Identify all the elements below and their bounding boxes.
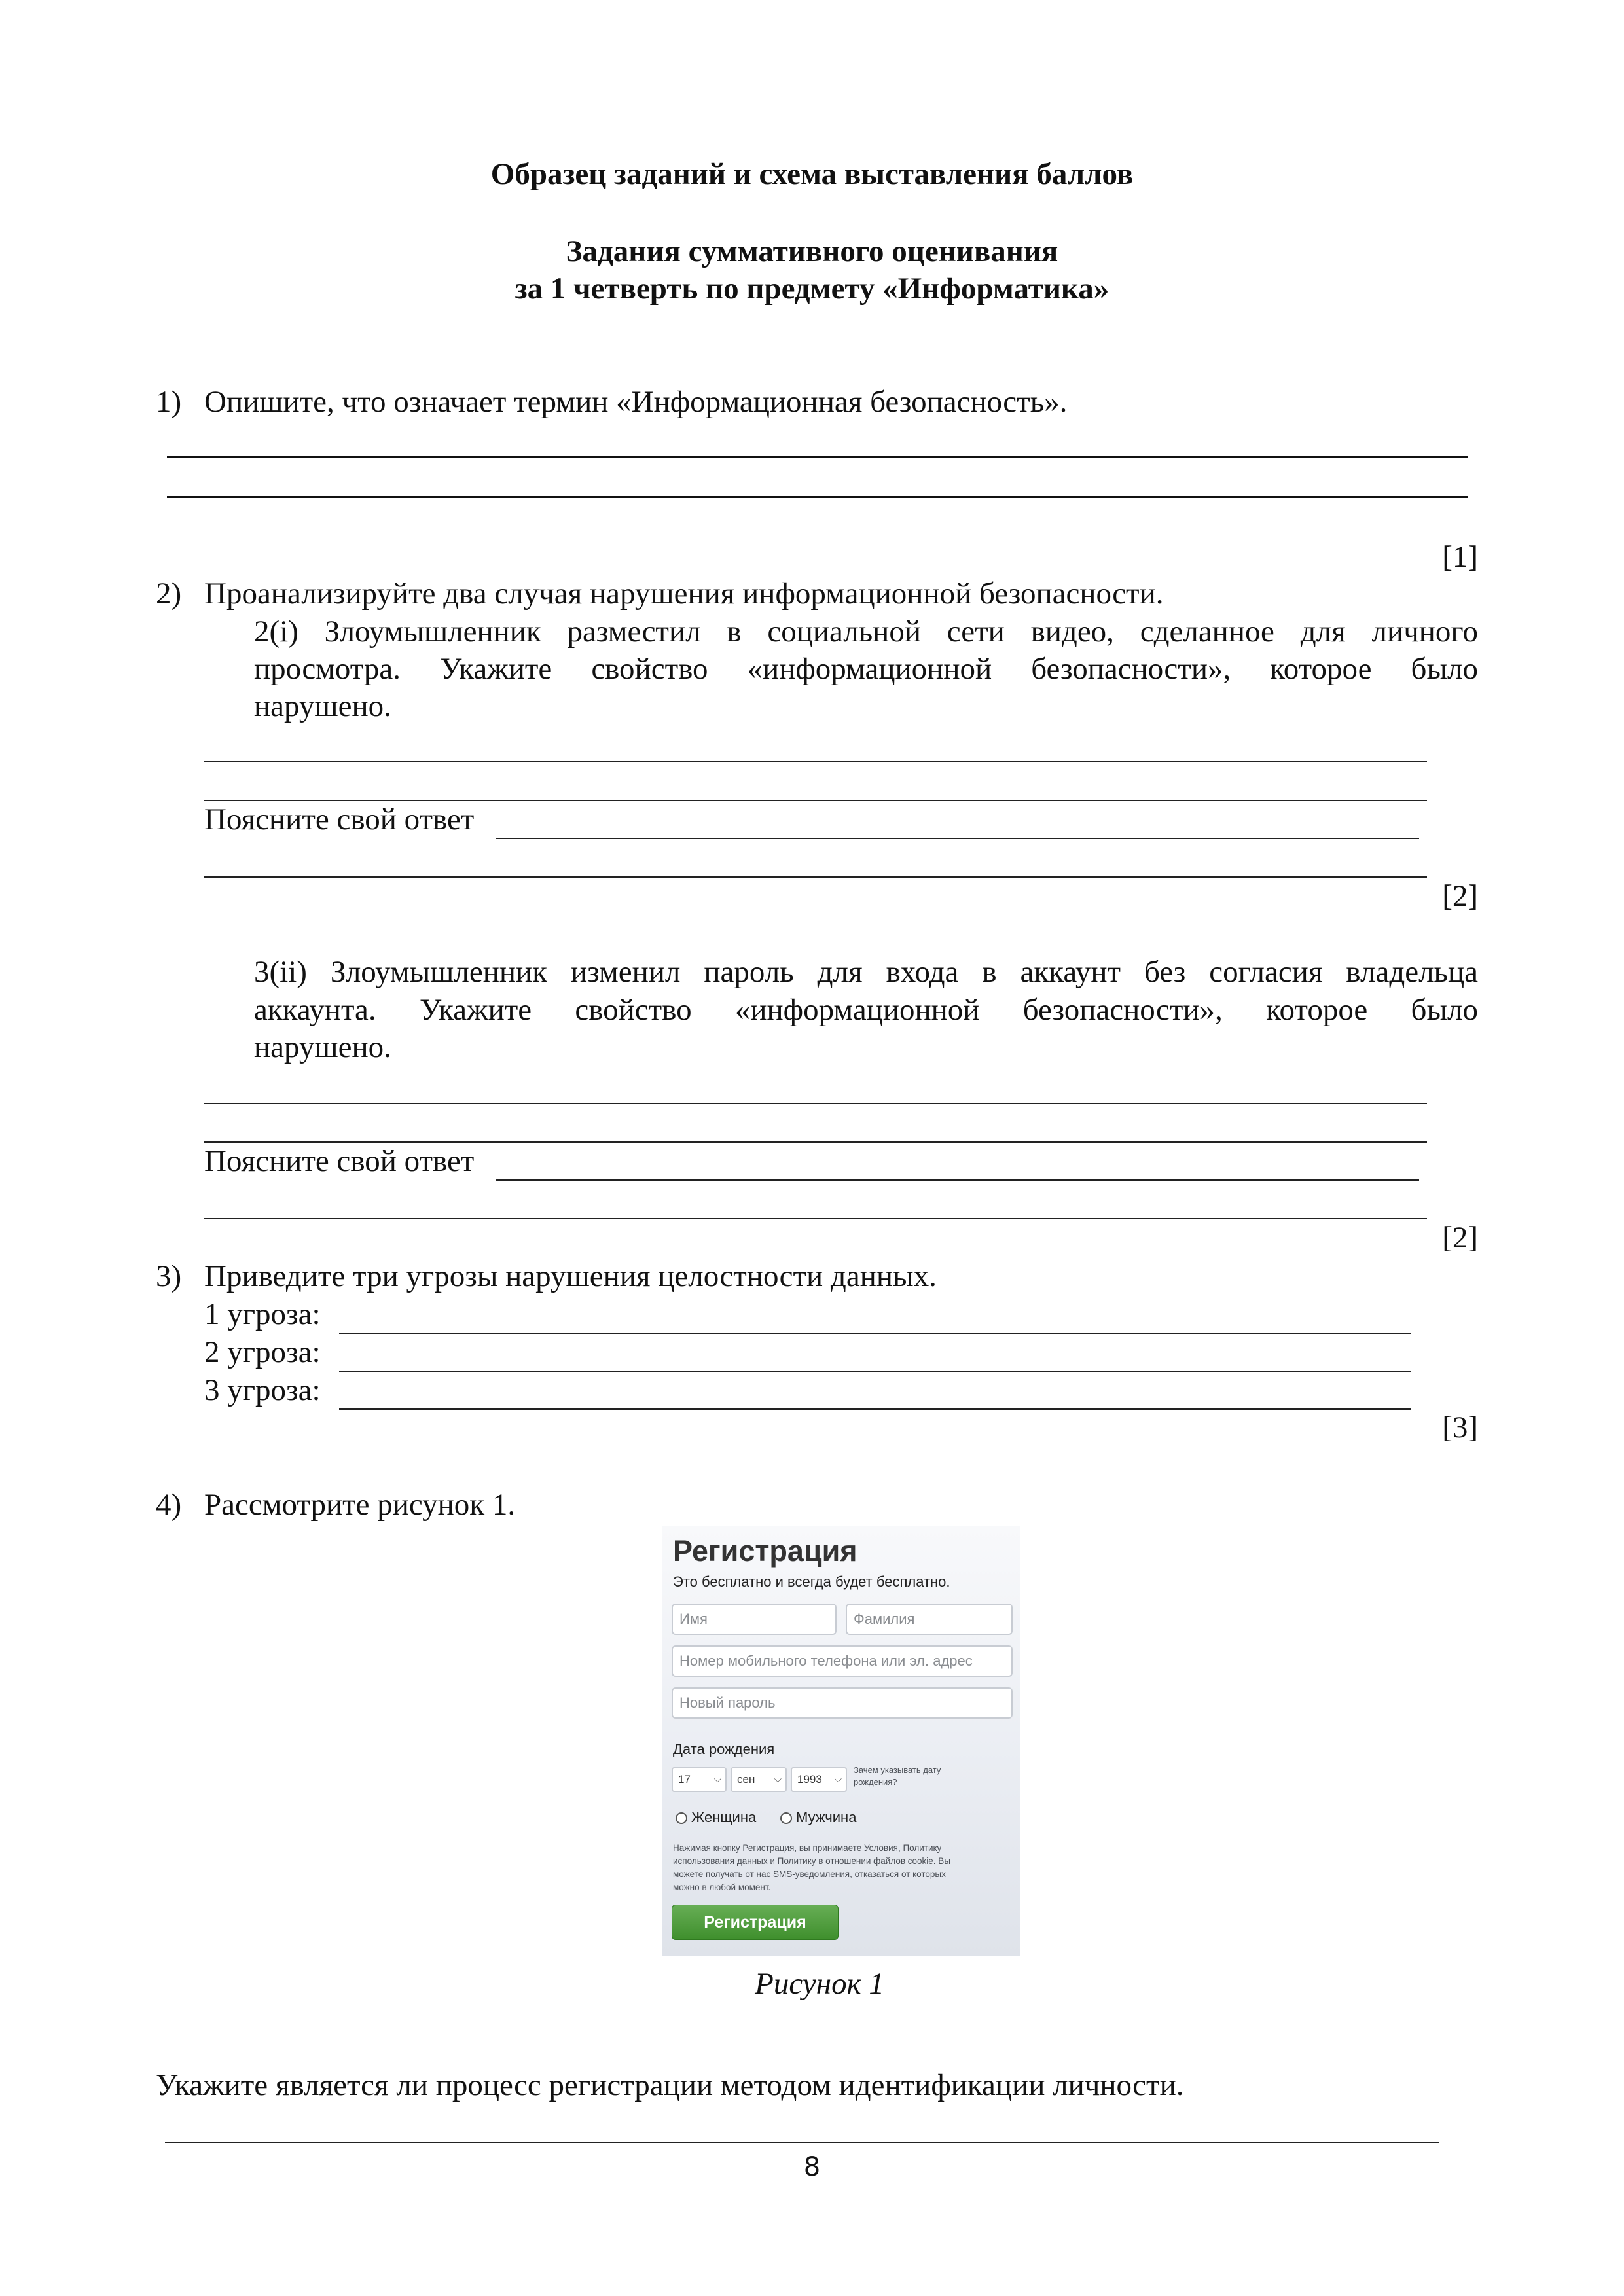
- q3-threat-1-label: 1 угроза:: [204, 1297, 321, 1331]
- q1-number: 1): [156, 385, 182, 419]
- figure-birthday-month-select[interactable]: [731, 1767, 787, 1792]
- q3-score: [3]: [1442, 1410, 1478, 1444]
- document-subtitle-line-2: за 1 четверть по предмету «Информатика»: [514, 272, 1110, 306]
- q2-part1-answer-line-3[interactable]: [204, 876, 1427, 878]
- q4-answer-line[interactable]: [165, 2142, 1439, 2143]
- q3-threat-2-label: 2 угроза:: [204, 1335, 321, 1369]
- q2-number: 2): [156, 577, 182, 611]
- q4-text: Рассмотрите рисунок 1.: [204, 1488, 516, 1522]
- q2-part2-explain-line[interactable]: [496, 1179, 1419, 1181]
- figure-gender-female-radio[interactable]: [676, 1809, 756, 1826]
- q2-part2-score: [2]: [1442, 1221, 1478, 1255]
- figure-birthday-label: Дата рождения: [673, 1741, 775, 1757]
- q2-part2-explain-label: Поясните свой ответ: [204, 1144, 475, 1178]
- q4-question: Укажите является ли процесс регистрации методом идентификации личности.: [156, 2068, 1184, 2102]
- figure-registration-subtitle: Это бесплатно и всегда будет бесплатно.: [673, 1573, 950, 1590]
- q2-part1-answer-line-1[interactable]: [204, 761, 1427, 762]
- figure-gender-male-label: Мужчина: [796, 1809, 857, 1825]
- figure-caption: Рисунок 1: [755, 1967, 884, 2001]
- q2-part1-line-1: 2(i) Злоумышленник разместил в социальной сети видео, сделанное для личного: [254, 615, 1478, 649]
- figure-registration-title: Регистрация: [673, 1534, 857, 1568]
- registration-form-figure: [662, 1526, 1020, 1956]
- figure-gender-female-label: Женщина: [691, 1809, 757, 1825]
- q2-part1-line-3: нарушено.: [254, 689, 391, 723]
- q2-part1-explain-label: Поясните свой ответ: [204, 802, 475, 836]
- chevron-down-icon: ⌵: [774, 1774, 782, 1785]
- radio-circle-icon: [780, 1812, 792, 1824]
- q1-answer-line-1[interactable]: [167, 456, 1468, 458]
- figure-birthday-day-select[interactable]: [672, 1767, 727, 1792]
- q1-text: Опишите, что означает термин «Информационная безопасность».: [204, 385, 1068, 419]
- chevron-down-icon: ⌵: [713, 1774, 721, 1785]
- q2-part2-line-2: аккаунта. Укажите свойство «информационной безопасности», которое было: [254, 993, 1478, 1027]
- q3-text: Приведите три угрозы нарушения целостности данных.: [204, 1259, 937, 1293]
- q3-threat-3-label: 3 угроза:: [204, 1373, 321, 1407]
- q1-score: [1]: [1442, 540, 1478, 574]
- q4-number: 4): [156, 1488, 182, 1522]
- q2-part2-line-1: 3(ii) Злоумышленник изменил пароль для входа в аккаунт без согласия владельца: [254, 955, 1478, 989]
- figure-day-value: 17: [678, 1773, 691, 1785]
- figure-why-birthday-link[interactable]: Зачем указывать дату рождения?: [854, 1765, 941, 1787]
- q1-answer-line-2[interactable]: [167, 496, 1468, 498]
- figure-first-name-input[interactable]: Имя: [672, 1604, 837, 1635]
- figure-birthday-year-select[interactable]: [791, 1767, 847, 1792]
- q2-part2-answer-line-1[interactable]: [204, 1103, 1427, 1104]
- q2-part1-line-2: просмотра. Укажите свойство «информационной безопасности», которое было: [254, 652, 1478, 686]
- figure-contact-input[interactable]: Номер мобильного телефона или эл. адрес: [672, 1645, 1013, 1677]
- figure-month-value: сен: [737, 1773, 755, 1785]
- figure-password-input[interactable]: Новый пароль: [672, 1687, 1013, 1719]
- figure-terms-text: Нажимая кнопку Регистрация, вы принимаете Условия, Политику использования данных и Политику в отношении файлов cookie. Вы можете получать от нас SMS-уведомления, отказаться от которых можно в любой момент.: [673, 1843, 951, 1892]
- document-title: Образец заданий и схема выставления баллов: [490, 157, 1134, 191]
- q3-threat-1-line[interactable]: [339, 1333, 1411, 1334]
- q2-part2-answer-line-3[interactable]: [204, 1218, 1427, 1219]
- figure-last-name-input[interactable]: Фамилия: [846, 1604, 1013, 1635]
- q3-threat-2-line[interactable]: [339, 1371, 1411, 1372]
- radio-circle-icon: [676, 1812, 687, 1824]
- q2-part1-score: [2]: [1442, 879, 1478, 913]
- figure-gender-male-radio[interactable]: [780, 1809, 856, 1826]
- q2-part2-line-3: нарушено.: [254, 1030, 391, 1064]
- q3-threat-3-line[interactable]: [339, 1408, 1411, 1410]
- q2-text: Проанализируйте два случая нарушения информационной безопасности.: [204, 577, 1164, 611]
- page-number: 8: [803, 2152, 821, 2182]
- figure-register-button[interactable]: Регистрация: [672, 1905, 839, 1940]
- document-subtitle-line-1: Задания суммативного оценивания: [566, 234, 1058, 268]
- q2-part1-explain-line[interactable]: [496, 838, 1419, 839]
- q3-number: 3): [156, 1259, 182, 1293]
- figure-year-value: 1993: [797, 1773, 822, 1785]
- chevron-down-icon: ⌵: [834, 1774, 842, 1785]
